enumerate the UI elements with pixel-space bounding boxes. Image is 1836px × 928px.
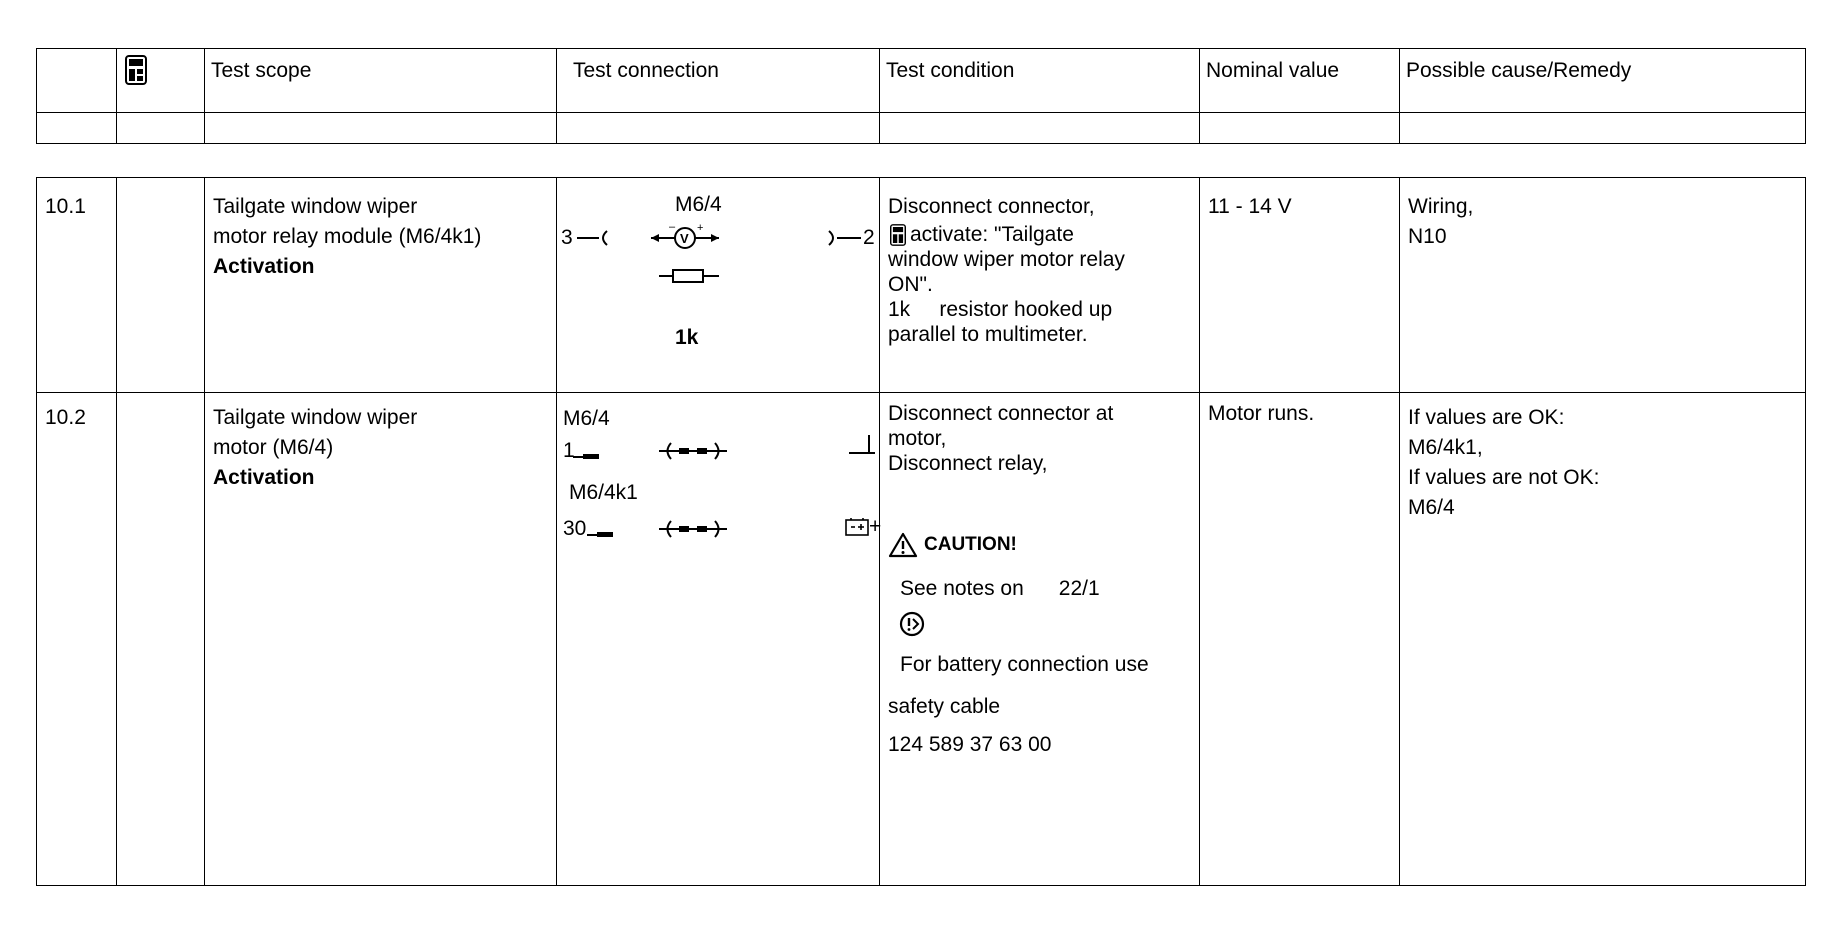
step-number: 10.2 — [37, 393, 117, 886]
probe-left-icon — [575, 228, 615, 248]
nominal-value-cell: Motor runs. — [1200, 393, 1400, 886]
tester-icon — [125, 55, 147, 85]
header-icon-cell — [117, 49, 205, 113]
svg-text:–: – — [669, 222, 676, 233]
remedy-cell: Wiring, N10 — [1400, 178, 1806, 393]
pin-label: 30 — [563, 517, 587, 540]
part-number: 124 589 37 63 00 — [888, 733, 1052, 756]
table-row — [37, 393, 1806, 886]
see-notes: See notes on 22/1 — [900, 577, 1100, 600]
probe-right-icon — [827, 228, 867, 248]
test-table — [36, 177, 1806, 886]
header-blank-row — [37, 113, 1806, 144]
test-lead-icon — [657, 439, 729, 463]
safety-note-icon — [898, 610, 926, 638]
resistor-label: 1k — [675, 326, 699, 349]
test-scope-cell: Tailgate window wiper motor relay module (M6/4k1) Activation — [205, 178, 557, 393]
header-possible-cause: Possible cause/Remedy — [1400, 49, 1806, 113]
warning-icon — [888, 532, 918, 558]
test-scope-cell: Tailgate window wiper motor (M6/4) Activation — [205, 393, 557, 886]
component-label: M6/4k1 — [569, 481, 638, 504]
icon-cell — [117, 178, 205, 393]
header-test-connection: Test connection — [557, 49, 880, 113]
nominal-value-cell: 11 - 14 V — [1200, 178, 1400, 393]
test-connection-cell — [557, 178, 880, 393]
battery-sign: + — [869, 515, 882, 538]
icon-cell — [117, 393, 205, 886]
wire-stub-icon — [587, 521, 617, 541]
pin-label: 1 — [563, 439, 575, 462]
svg-text:V: V — [680, 231, 689, 246]
table-row — [37, 178, 1806, 393]
safety-cable: safety cable — [888, 695, 1001, 718]
ground-icon — [847, 433, 877, 457]
remedy-cell: If values are OK: M6/4k1, If values are not OK: M6/4 — [1400, 393, 1806, 886]
caution-label: CAUTION! — [924, 534, 1017, 555]
header-nominal-value: Nominal value — [1200, 49, 1400, 113]
battery-icon — [845, 517, 871, 537]
resistor-icon — [659, 266, 719, 286]
test-connection-cell — [557, 393, 880, 886]
header-row — [37, 49, 1806, 113]
test-condition-cell: Disconnect connector at motor, Disconnect relay, CAUTION! See notes on 22/1 For battery connection use safety cable 124 589 37 63 00 — [880, 393, 1200, 886]
component-label: M6/4 — [675, 193, 722, 216]
voltmeter-icon — [649, 222, 721, 252]
component-label: M6/4 — [563, 407, 610, 430]
header-table — [36, 48, 1806, 144]
header-test-scope: Test scope — [205, 49, 557, 113]
pin-left-label: 3 — [561, 226, 573, 249]
step-number: 10.1 — [37, 178, 117, 393]
test-condition-cell: Disconnect connector, activate: "Tailgate window wiper motor relay ON". 1k resistor hooked up parallel to multimeter. — [880, 178, 1200, 393]
test-lead-icon — [657, 517, 729, 541]
header-step — [37, 49, 117, 113]
wire-stub-icon — [573, 443, 603, 463]
pin-right-label: 2 — [863, 226, 875, 249]
header-test-condition: Test condition — [880, 49, 1200, 113]
battery-note: For battery connection use — [900, 653, 1149, 676]
tester-icon — [890, 224, 906, 246]
svg-text:+: + — [697, 222, 704, 234]
